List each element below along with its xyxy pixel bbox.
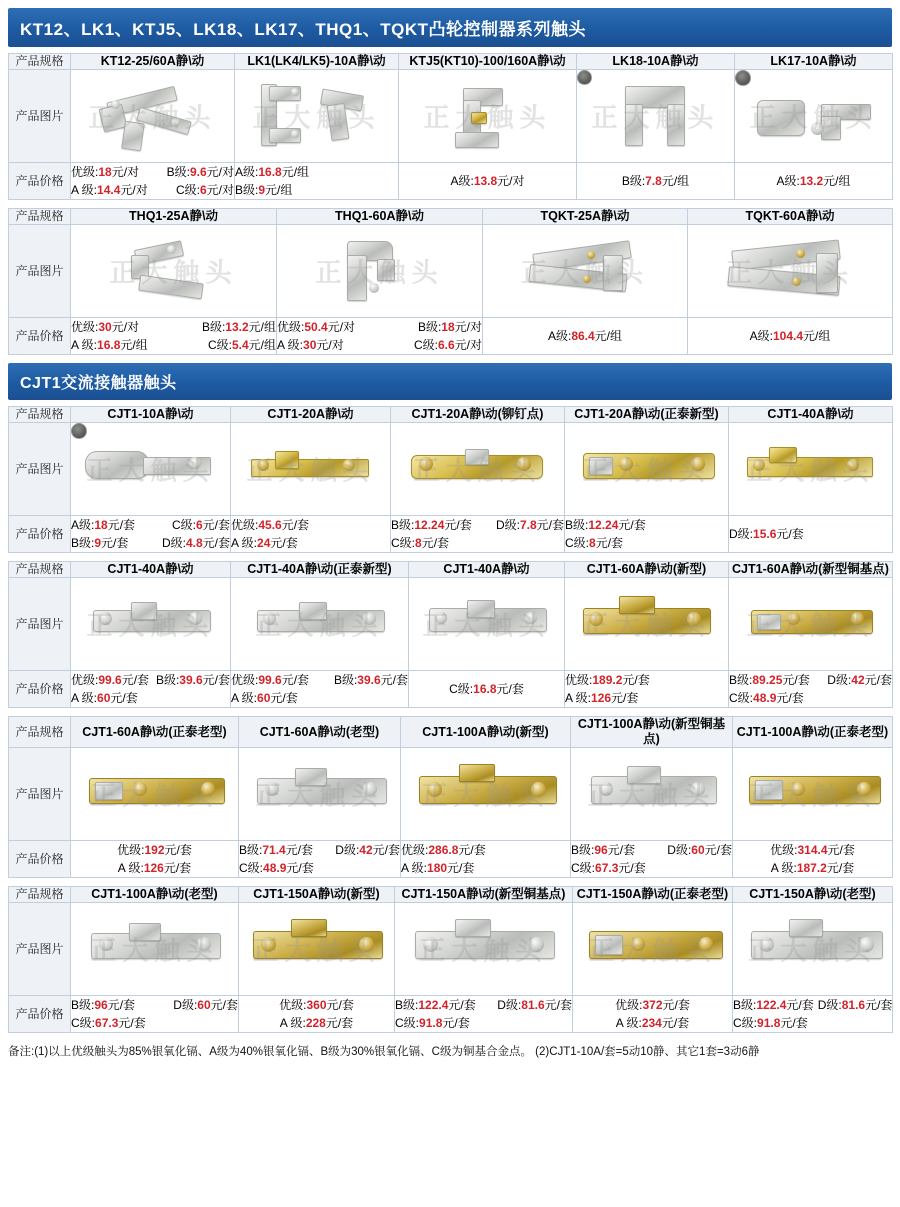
part-illustration [565, 578, 728, 670]
price-cell: 优级:360元/套 A 级:228元/套 [239, 996, 395, 1033]
part-illustration [729, 578, 892, 670]
price-cell: 优级:30元/对 B级:13.2元/组 A 级:16.8元/组 C级:5.4元/组 [71, 318, 277, 355]
part-illustration [231, 578, 408, 670]
row-label-image: 产品图片 [9, 578, 71, 671]
part-illustration [565, 423, 728, 515]
row-label-spec: 产品规格 [9, 887, 71, 903]
product-image-cell [573, 903, 733, 996]
part-illustration [71, 903, 238, 995]
table-row-spec [9, 54, 893, 70]
spec-cell: CJT1-40A静\动(正泰新型) [231, 562, 409, 578]
row-label-spec: 产品规格 [9, 407, 71, 423]
spec-cell: CJT1-100A静\动(正泰老型) [733, 717, 893, 748]
price-cell: B级:71.4元/套 D级:42元/套 C级:48.9元/套 [239, 841, 401, 878]
product-image-cell [733, 748, 893, 841]
product-image-cell [71, 903, 239, 996]
price-cell: A级:16.8元/组 B级:9元/组 [235, 163, 399, 200]
part-illustration [729, 423, 892, 515]
price-cell: B级:122.4元/套 D级:81.6元/套 C级:91.8元/套 [733, 996, 893, 1033]
row-label-price: 产品价格 [9, 841, 71, 878]
part-illustration [571, 748, 732, 840]
table-row-spec [9, 407, 893, 423]
product-image-cell [239, 903, 395, 996]
watermark: 正大触头 [749, 102, 878, 133]
table-row-image [9, 903, 893, 996]
price-cell: A级:13.2元/组 [735, 163, 893, 200]
spec-cell: CJT1-40A静\动 [71, 562, 231, 578]
spec-cell: CJT1-60A静\动(新型) [565, 562, 729, 578]
price-cell: A级:18元/套 C级:6元/套 B级:9元/套 D级:4.8元/套 [71, 516, 231, 553]
price-cell: 优级:18元/对 B级:9.6元/对 A 级:14.4元/对 C级:6元/对 [71, 163, 235, 200]
section-banner-kt12: KT12、LK1、KTJ5、LK18、LK17、THQ1、TQKT凸轮控制器系列触头 [8, 8, 892, 47]
product-image-cell [391, 423, 565, 516]
price-cell: 优级:372元/套 A 级:234元/套 [573, 996, 733, 1033]
watermark: 正大触头 [255, 610, 384, 641]
product-image-cell [729, 423, 893, 516]
spec-cell: CJT1-60A静\动(正泰老型) [71, 717, 239, 748]
part-illustration [399, 70, 576, 162]
product-image-cell [409, 578, 565, 671]
product-image-cell [729, 578, 893, 671]
table-row-price [9, 841, 893, 878]
price-cell: D级:15.6元/套 [729, 516, 893, 553]
part-illustration [395, 903, 572, 995]
price-cell: B级:122.4元/套 D级:81.6元/套 C级:91.8元/套 [395, 996, 573, 1033]
price-cell: A级:86.4元/组 [483, 318, 688, 355]
watermark: 正大触头 [86, 610, 215, 641]
spec-cell: CJT1-20A静\动(铆钉点) [391, 407, 565, 423]
watermark: 正大触头 [748, 935, 877, 966]
watermark: 正大触头 [520, 257, 650, 288]
row-label-spec: 产品规格 [9, 717, 71, 748]
table-row-price [9, 996, 893, 1033]
product-image-cell [571, 748, 733, 841]
product-image-cell [401, 748, 571, 841]
price-cell: 优级:99.6元/套 B级:39.6元/套 A 级:60元/套 [231, 671, 409, 708]
watermark: 正大触头 [746, 455, 875, 486]
price-cell: 优级:189.2元/套 A 级:126元/套 [565, 671, 729, 708]
table-row-image [9, 70, 893, 163]
watermark: 正大触头 [423, 102, 552, 133]
product-image-cell [399, 70, 577, 163]
row-label-spec: 产品规格 [9, 54, 71, 70]
price-cell: A级:104.4元/组 [688, 318, 893, 355]
table-row-image [9, 748, 893, 841]
price-cell: C级:16.8元/套 [409, 671, 565, 708]
watermark: 正大触头 [252, 935, 381, 966]
watermark: 正大触头 [748, 780, 877, 811]
table-row-image [9, 423, 893, 516]
spec-cell: CJT1-60A静\动(新型铜基点) [729, 562, 893, 578]
spec-cell: LK1(LK4/LK5)-10A静\动 [235, 54, 399, 70]
watermark: 正大触头 [86, 455, 215, 486]
part-illustration [573, 903, 732, 995]
product-image-cell [71, 423, 231, 516]
watermark: 正大触头 [90, 935, 219, 966]
table-row-price [9, 163, 893, 200]
watermark: 正大触头 [419, 935, 548, 966]
spec-cell: KT12-25/60A静\动 [71, 54, 235, 70]
part-illustration [409, 578, 564, 670]
part-illustration [735, 70, 892, 162]
spec-cell: CJT1-60A静\动(老型) [239, 717, 401, 748]
table-row-price [9, 671, 893, 708]
price-cell: 优级:192元/套 A 级:126元/套 [71, 841, 239, 878]
watermark: 正大触头 [109, 257, 238, 288]
row-label-image: 产品图片 [9, 903, 71, 996]
spec-cell: CJT1-100A静\动(新型) [401, 717, 571, 748]
watermark: 正大触头 [582, 610, 711, 641]
part-illustration [71, 225, 276, 317]
row-label-spec: 产品规格 [9, 209, 71, 225]
part-illustration [231, 423, 390, 515]
part-illustration [71, 70, 234, 162]
product-image-cell [71, 70, 235, 163]
price-cell: 优级:314.4元/套 A 级:187.2元/套 [733, 841, 893, 878]
product-image-cell [688, 225, 893, 318]
spec-cell: CJT1-10A静\动 [71, 407, 231, 423]
row-label-price: 产品价格 [9, 318, 71, 355]
spec-cell: KTJ5(KT10)-100/160A静\动 [399, 54, 577, 70]
part-illustration [71, 748, 238, 840]
watermark: 正大触头 [88, 102, 217, 133]
part-illustration [71, 578, 230, 670]
table-row-image [9, 225, 893, 318]
spec-cell: LK17-10A静\动 [735, 54, 893, 70]
part-illustration [391, 423, 564, 515]
product-table-cjt1-1 [8, 406, 893, 553]
price-cell: B级:96元/套 D级:60元/套 C级:67.3元/套 [571, 841, 733, 878]
watermark: 正大触头 [315, 257, 444, 288]
price-cell: B级:96元/套 D级:60元/套 C级:67.3元/套 [71, 996, 239, 1033]
product-table-kt12-2 [8, 208, 893, 355]
row-label-image: 产品图片 [9, 423, 71, 516]
spec-cell: THQ1-25A静\动 [71, 209, 277, 225]
watermark: 正大触头 [591, 102, 720, 133]
product-table-cjt1-4 [8, 886, 893, 1033]
part-illustration [733, 748, 892, 840]
product-table-kt12-1 [8, 53, 893, 200]
table-row-spec [9, 562, 893, 578]
part-illustration [688, 225, 892, 317]
watermark: 正大触头 [255, 780, 384, 811]
price-cell: A级:13.8元/对 [399, 163, 577, 200]
row-label-price: 产品价格 [9, 671, 71, 708]
part-illustration [239, 903, 394, 995]
spec-cell: TQKT-25A静\动 [483, 209, 688, 225]
product-image-cell [277, 225, 483, 318]
section-banner-cjt1: CJT1交流接触器触头 [8, 363, 892, 400]
product-image-cell [235, 70, 399, 163]
product-image-cell [239, 748, 401, 841]
watermark: 正大触头 [725, 257, 855, 288]
part-illustration [71, 423, 230, 515]
product-image-cell [735, 70, 893, 163]
product-image-cell [71, 578, 231, 671]
price-cell: 优级:286.8元/套 A 级:180元/套 [401, 841, 571, 878]
spec-cell: CJT1-40A静\动 [729, 407, 893, 423]
spec-cell: CJT1-150A静\动(新型) [239, 887, 395, 903]
price-cell: B级:12.24元/套 D级:7.8元/套 C级:8元/套 [391, 516, 565, 553]
watermark: 正大触头 [90, 780, 219, 811]
watermark: 正大触头 [246, 455, 375, 486]
product-table-cjt1-3 [8, 716, 893, 878]
row-label-spec: 产品规格 [9, 562, 71, 578]
product-image-cell [231, 423, 391, 516]
product-image-cell [565, 423, 729, 516]
table-row-image [9, 578, 893, 671]
row-label-price: 产品价格 [9, 996, 71, 1033]
part-illustration [483, 225, 687, 317]
price-cell: B级:7.8元/组 [577, 163, 735, 200]
part-illustration [239, 748, 400, 840]
product-image-cell [395, 903, 573, 996]
price-cell: B级:89.25元/套 D级:42元/套 C级:48.9元/套 [729, 671, 893, 708]
product-image-cell [577, 70, 735, 163]
price-cell: B级:12.24元/套 C级:8元/套 [565, 516, 729, 553]
part-illustration [577, 70, 734, 162]
spec-cell: CJT1-150A静\动(正泰老型) [573, 887, 733, 903]
part-illustration [733, 903, 892, 995]
price-cell: 优级:99.6元/套 B级:39.6元/套 A 级:60元/套 [71, 671, 231, 708]
spec-cell: CJT1-150A静\动(老型) [733, 887, 893, 903]
footnote: 备注:(1)以上优级触头为85%银氧化镉、A级为40%银氧化镉、B级为30%银氧化镉、C级为铜基合金点。 (2)CJT1-10A/套=5动10静、其它1套=3动6静 [8, 1046, 760, 1058]
product-image-cell [71, 748, 239, 841]
watermark: 正大触头 [421, 780, 550, 811]
watermark: 正大触头 [588, 935, 717, 966]
row-label-image: 产品图片 [9, 748, 71, 841]
watermark: 正大触头 [252, 102, 381, 133]
spec-cell: THQ1-60A静\动 [277, 209, 483, 225]
spec-cell: CJT1-40A静\动 [409, 562, 565, 578]
watermark: 正大触头 [746, 610, 875, 641]
watermark: 正大触头 [582, 455, 711, 486]
watermark: 正大触头 [422, 610, 551, 641]
product-image-cell [231, 578, 409, 671]
spec-cell: CJT1-20A静\动 [231, 407, 391, 423]
product-image-cell [71, 225, 277, 318]
price-cell: 优级:45.6元/套 A 级:24元/套 [231, 516, 391, 553]
price-cell: 优级:50.4元/对 B级:18元/对 A 级:30元/对 C级:6.6元/对 [277, 318, 483, 355]
table-row-spec [9, 717, 893, 748]
watermark: 正大触头 [587, 780, 716, 811]
part-illustration [235, 70, 398, 162]
row-label-image: 产品图片 [9, 70, 71, 163]
spec-cell: CJT1-20A静\动(正泰新型) [565, 407, 729, 423]
row-label-price: 产品价格 [9, 516, 71, 553]
spec-cell: CJT1-100A静\动(新型铜基点) [571, 717, 733, 748]
table-row-price [9, 516, 893, 553]
product-image-cell [733, 903, 893, 996]
table-row-spec [9, 209, 893, 225]
row-label-price: 产品价格 [9, 163, 71, 200]
watermark: 正大触头 [413, 455, 542, 486]
product-image-cell [483, 225, 688, 318]
spec-cell: LK18-10A静\动 [577, 54, 735, 70]
part-illustration [401, 748, 570, 840]
row-label-image: 产品图片 [9, 225, 71, 318]
catalog-page [0, 8, 900, 1061]
spec-cell: TQKT-60A静\动 [688, 209, 893, 225]
spec-cell: CJT1-100A静\动(老型) [71, 887, 239, 903]
table-row-price [9, 318, 893, 355]
spec-cell: CJT1-150A静\动(新型铜基点) [395, 887, 573, 903]
table-row-spec [9, 887, 893, 903]
product-image-cell [565, 578, 729, 671]
part-illustration [277, 225, 482, 317]
product-table-cjt1-2 [8, 561, 893, 708]
